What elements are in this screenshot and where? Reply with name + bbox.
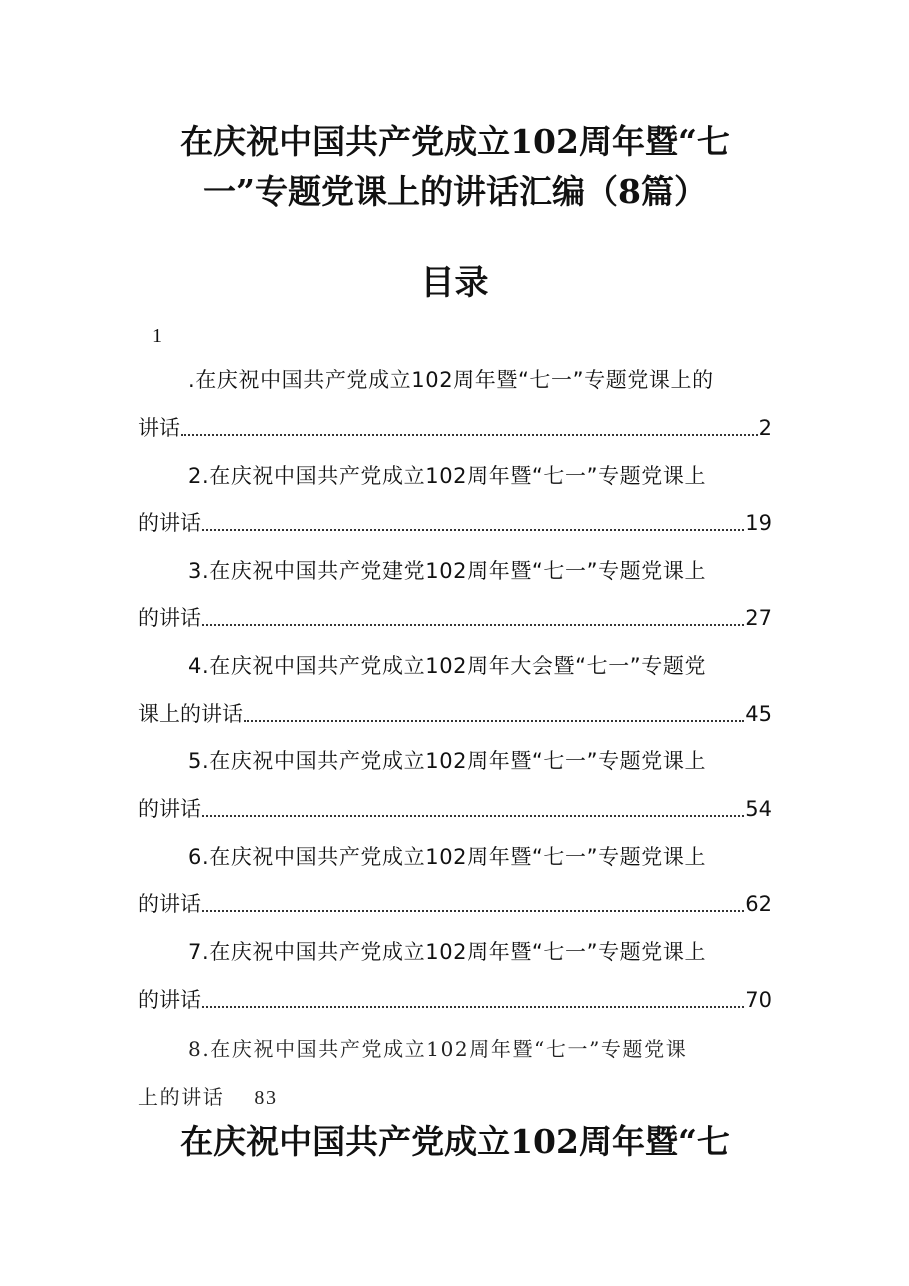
toc-entry-5-title[interactable]: 5.在庆祝中国共产党成立102周年暨“七一”专题党课上	[188, 749, 707, 773]
toc-entry-7-title[interactable]: 7.在庆祝中国共产党成立102周年暨“七一”专题党课上	[188, 940, 707, 964]
dot-leader	[202, 1005, 744, 1008]
toc-entry-1-title[interactable]: .在庆祝中国共产党成立102周年暨“七一”专题党课上的	[188, 368, 714, 392]
toc-entry-1-page: 2	[758, 416, 772, 440]
toc-entry-3-text: 的讲话	[138, 606, 201, 630]
toc-entry-1-text: 讲话	[138, 416, 180, 440]
toc-entry-6-text: 的讲话	[138, 892, 201, 916]
dot-leader	[244, 719, 744, 722]
toc-entry-8-text: 上的讲话	[138, 1085, 225, 1109]
toc-entry-4-title[interactable]: 4.在庆祝中国共产党成立102周年大会暨“七一”专题党	[188, 654, 707, 678]
dot-leader	[202, 814, 744, 817]
stray-number: 1	[152, 325, 162, 347]
toc-entry-3-title[interactable]: 3.在庆祝中国共产党建党102周年暨“七一”专题党课上	[188, 559, 707, 583]
document-title-line-1: 在庆祝中国共产党成立102周年暨“七	[180, 122, 730, 161]
toc-entry-4-page: 45	[745, 702, 772, 726]
toc-entry-2-text: 的讲话	[138, 511, 201, 535]
toc-entry-5-page: 54	[745, 797, 772, 821]
toc-entry-8-continuation[interactable]	[138, 1082, 772, 1113]
toc-entry-7-page: 70	[745, 988, 772, 1012]
document-title-line-2: 一”专题党课上的讲话汇编（8篇）	[203, 172, 707, 211]
toc-entry-7-text: 的讲话	[138, 988, 201, 1012]
toc-heading: 目录	[420, 263, 489, 303]
dot-leader	[202, 909, 744, 912]
toc-entry-8-page: 83	[254, 1087, 278, 1109]
toc-entry-6-continuation[interactable]	[138, 889, 772, 919]
toc-entry-6-page: 62	[745, 892, 772, 916]
toc-entry-6-title[interactable]: 6.在庆祝中国共产党成立102周年暨“七一”专题党课上	[188, 845, 707, 869]
section-title-line-1: 在庆祝中国共产党成立102周年暨“七	[180, 1122, 730, 1161]
toc-entry-2-continuation[interactable]	[138, 508, 772, 538]
toc-entry-3-continuation[interactable]	[138, 603, 772, 633]
toc-entry-2-title[interactable]: 2.在庆祝中国共产党成立102周年暨“七一”专题党课上	[188, 464, 707, 488]
toc-entry-7-continuation[interactable]	[138, 985, 772, 1015]
toc-entry-4-continuation[interactable]	[138, 699, 772, 729]
dot-leader	[181, 433, 758, 436]
toc-entry-5-continuation[interactable]	[138, 794, 772, 824]
toc-entry-8-title[interactable]: 8.在庆祝中国共产党成立102周年暨“七一”专题党课	[188, 1037, 688, 1061]
dot-leader	[202, 528, 744, 531]
toc-entry-3-page: 27	[745, 606, 772, 630]
toc-entry-1-continuation[interactable]	[138, 413, 772, 443]
toc-entry-2-page: 19	[745, 511, 772, 535]
toc-entry-5-text: 的讲话	[138, 797, 201, 821]
toc-entry-4-text: 课上的讲话	[138, 702, 243, 726]
dot-leader	[202, 623, 744, 626]
